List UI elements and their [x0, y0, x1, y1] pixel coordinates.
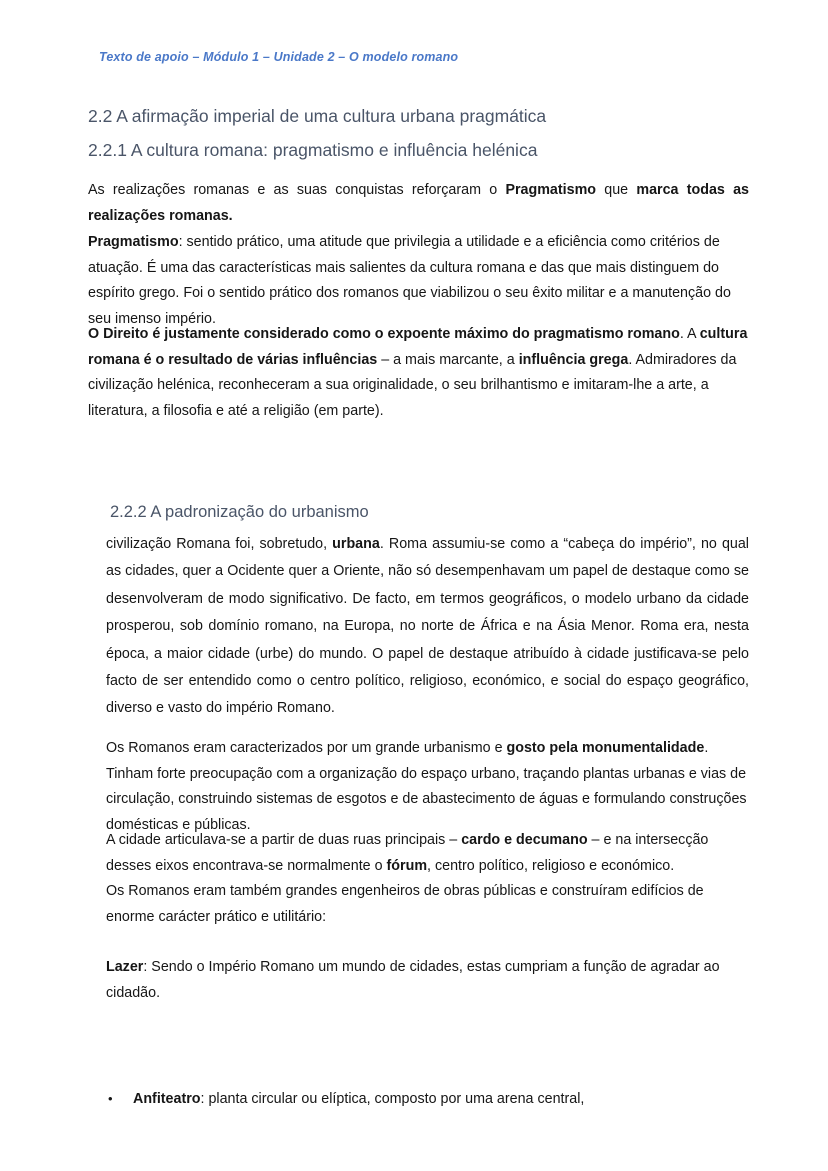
- cidade-text-1: A cidade articulava-se a partir de duas ruas principais –: [106, 832, 462, 848]
- intro-bold-pragmatismo: Pragmatismo: [505, 182, 597, 198]
- paragraph-civilizacao-urbana: [106, 531, 749, 723]
- list-item: [106, 1087, 749, 1113]
- paragraph-cidade-cardo-decumano: [106, 828, 749, 930]
- civilizacao-text-1: civilização Romana foi, sobretudo,: [106, 536, 333, 552]
- direito-text-3: . Admiradores da civilização helénica, reconheceram a sua originalidade, o seu brilhantismo e imitaram-lhe a arte, a literatura, a filosofia e até a religião (em parte).: [88, 351, 737, 419]
- cidade-bold-forum: fórum: [386, 857, 428, 874]
- romanos-text-2: . Tinham forte preocupação com a organização do espaço urbano, traçando plantas urbanas e vias de circulação, construindo sistemas de esgotos e de abastecimento de águas e formulando construções domésticas e públicas.: [106, 740, 747, 833]
- heading-section-2-2-2: 2.2.2 A padronização do urbanismo: [110, 503, 369, 521]
- cidade-text-4: Os Romanos eram também grandes engenheiros de obras públicas e construíram edifícios de enorme carácter prático e utilitário:: [106, 883, 704, 925]
- running-header: Texto de apoio – Módulo 1 – Unidade 2 – O modelo romano: [99, 50, 459, 64]
- romanos-bold-monumentalidade: gosto pela monumentalidade: [506, 740, 705, 756]
- intro-text-1: As realizações romanas e as suas conquistas reforçaram o: [88, 182, 506, 198]
- paragraph-romanos-urbanismo: [106, 736, 749, 838]
- civilizacao-text-2: . Roma assumiu-se como a “cabeça do império”, no qual as cidades, quer a Ocidente quer a Oriente, não só desempenhavam um papel de destaque como se desenvolveram de modo significativo. De facto, em termos geográficos, o modelo urbano da cidade prosperou, sob domínio romano, na Europa, no norte de África e na Ásia Menor. Roma era, nesta época, a maior cidade (urbe) do mundo. O papel de destaque atribuído à cidade justificava-se pelo facto de ser entendido como o centro político, religioso, económico, e social do espaço geográfico, diverso e vasto do império Romano.: [106, 536, 749, 717]
- cidade-text-2: – e na intersecção desses eixos encontrava-se normalmente o: [106, 832, 709, 874]
- anfiteatro-text: : planta circular ou elíptica, composto por uma arena central,: [200, 1091, 585, 1107]
- direito-bold-1: O Direito é justamente considerado como o expoente máximo do pragmatismo romano: [88, 326, 680, 342]
- heading-section-2-2: 2.2 A afirmação imperial de uma cultura urbana pragmática: [88, 106, 547, 126]
- direito-text-2: – a mais marcante, a: [377, 351, 519, 368]
- direito-text-1: . A: [679, 326, 700, 342]
- romanos-text-1: Os Romanos eram caracterizados por um grande urbanismo e: [106, 740, 507, 756]
- lazer-text: : Sendo o Império Romano um mundo de cidades, estas cumpriam a função de agradar ao cidadão.: [106, 959, 720, 1001]
- direito-bold-3: influência grega: [518, 351, 629, 368]
- cidade-text-3: , centro político, religioso e económico.: [427, 857, 675, 874]
- intro-text-2: que: [596, 182, 637, 198]
- paragraph-direito: [88, 322, 749, 424]
- intro-bold-marca: marca todas as realizações romanas.: [88, 182, 749, 224]
- lazer-term: Lazer: [106, 959, 144, 975]
- paragraph-intro: [88, 178, 749, 229]
- pragmatismo-definition: : sentido prático, uma atitude que privilegia a utilidade e a eficiência como critérios de atuação. É uma das características mais salientes da cultura romana e das que mais distinguem do espírito grego. Foi o sentido prático dos romanos que viabilizou o seu êxito militar e a manutenção do seu imenso império.: [88, 234, 731, 327]
- anfiteatro-term: Anfiteatro: [133, 1091, 201, 1107]
- cidade-bold-cardo-decumano: cardo e decumano: [461, 832, 588, 848]
- heading-section-2-2-1: 2.2.1 A cultura romana: pragmatismo e influência helénica: [88, 140, 538, 160]
- paragraph-lazer: [106, 955, 749, 1006]
- pragmatismo-term: Pragmatismo: [88, 234, 179, 250]
- civilizacao-bold-urbana: urbana: [332, 536, 380, 552]
- bullet-point-icon: •: [108, 1091, 113, 1106]
- direito-bold-2: cultura romana é o resultado de várias influências: [88, 326, 748, 368]
- paragraph-pragmatismo: [88, 230, 749, 332]
- bullet-list: [106, 1087, 749, 1113]
